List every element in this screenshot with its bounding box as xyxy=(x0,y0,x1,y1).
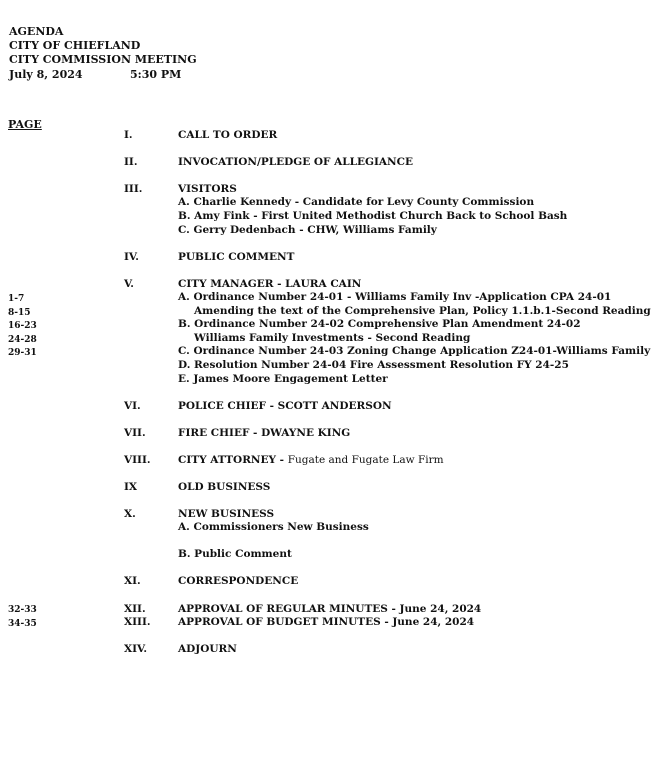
sub-item: C. Gerry Dedenbach - CHW, Williams Family xyxy=(178,224,437,236)
sub-item: E. James Moore Engagement Letter xyxy=(178,373,388,385)
sub-item: C. Ordinance Number 24-03 Zoning Change Application Z24-01-Williams Family xyxy=(178,345,651,357)
item-number: IX xyxy=(124,481,138,493)
item-number: II. xyxy=(124,156,138,168)
item-number: V. xyxy=(124,278,134,290)
item-title: NEW BUSINESS xyxy=(178,508,275,520)
sub-item: A. Charlie Kennedy - Candidate for Levy County Commission xyxy=(178,196,535,208)
item-title: CALL TO ORDER xyxy=(178,129,278,141)
page-ref: 8-15 xyxy=(8,308,31,318)
item-title: CORRESPONDENCE xyxy=(178,575,299,587)
sub-item: B. Amy Fink - First United Methodist Church Back to School Bash xyxy=(178,210,568,222)
item-number: XI. xyxy=(124,575,141,587)
item-number: VII. xyxy=(124,427,146,439)
item-title: CITY MANAGER - LAURA CAIN xyxy=(178,278,362,290)
meeting-time: 5:30 PM xyxy=(130,68,182,81)
sub-item-continued: Amending the text of the Comprehensive Plan, Policy 1.1.b.1-Second Reading xyxy=(194,305,651,317)
page-ref: 24-28 xyxy=(8,335,37,345)
page-ref: 1-7 xyxy=(8,294,25,304)
item-number: XIV. xyxy=(124,643,148,655)
page-ref: 32-33 xyxy=(8,605,37,615)
page-ref: 29-31 xyxy=(8,348,37,358)
page-column-header: PAGE xyxy=(8,118,42,131)
item-title-detail: Fugate and Fugate Law Firm xyxy=(287,454,444,466)
item-number: X. xyxy=(124,508,136,520)
meeting-name: CITY COMMISSION MEETING xyxy=(9,53,197,66)
item-title: APPROVAL OF REGULAR MINUTES - June 24, 2024 xyxy=(178,603,482,615)
item-number: VIII. xyxy=(124,454,151,466)
sub-item: D. Resolution Number 24-04 Fire Assessment Resolution FY 24-25 xyxy=(178,359,569,371)
sub-item-continued: Williams Family Investments - Second Reading xyxy=(194,332,471,344)
sub-item: B. Ordinance Number 24-02 Comprehensive Plan Amendment 24-02 xyxy=(178,318,581,330)
sub-item: B. Public Comment xyxy=(178,548,292,560)
item-number: IV. xyxy=(124,251,139,263)
page-ref: 16-23 xyxy=(8,321,37,331)
item-title: FIRE CHIEF - DWAYNE KING xyxy=(178,427,351,439)
item-number: III. xyxy=(124,183,143,195)
sub-item: A. Commissioners New Business xyxy=(178,521,369,533)
sub-item: A. Ordinance Number 24-01 - Williams Family Inv -Application CPA 24-01 xyxy=(178,291,612,303)
item-title: POLICE CHIEF - SCOTT ANDERSON xyxy=(178,400,392,412)
item-number: XII. xyxy=(124,603,146,615)
page-ref: 34-35 xyxy=(8,619,37,629)
item-number: XIII. xyxy=(124,616,151,628)
agenda-heading: AGENDA xyxy=(9,25,64,38)
city-name: CITY OF CHIEFLAND xyxy=(9,39,141,52)
item-title: APPROVAL OF BUDGET MINUTES - June 24, 2024 xyxy=(178,616,475,628)
item-title-main: CITY ATTORNEY - xyxy=(178,454,288,466)
item-title: INVOCATION/PLEDGE OF ALLEGIANCE xyxy=(178,156,414,168)
item-number: I. xyxy=(124,129,133,141)
item-title: OLD BUSINESS xyxy=(178,481,271,493)
item-number: VI. xyxy=(124,400,141,412)
item-title xyxy=(178,454,444,467)
item-title: VISITORS xyxy=(178,183,237,195)
item-title: ADJOURN xyxy=(178,643,237,655)
item-title: PUBLIC COMMENT xyxy=(178,251,295,263)
meeting-date: July 8, 2024 xyxy=(9,68,83,81)
